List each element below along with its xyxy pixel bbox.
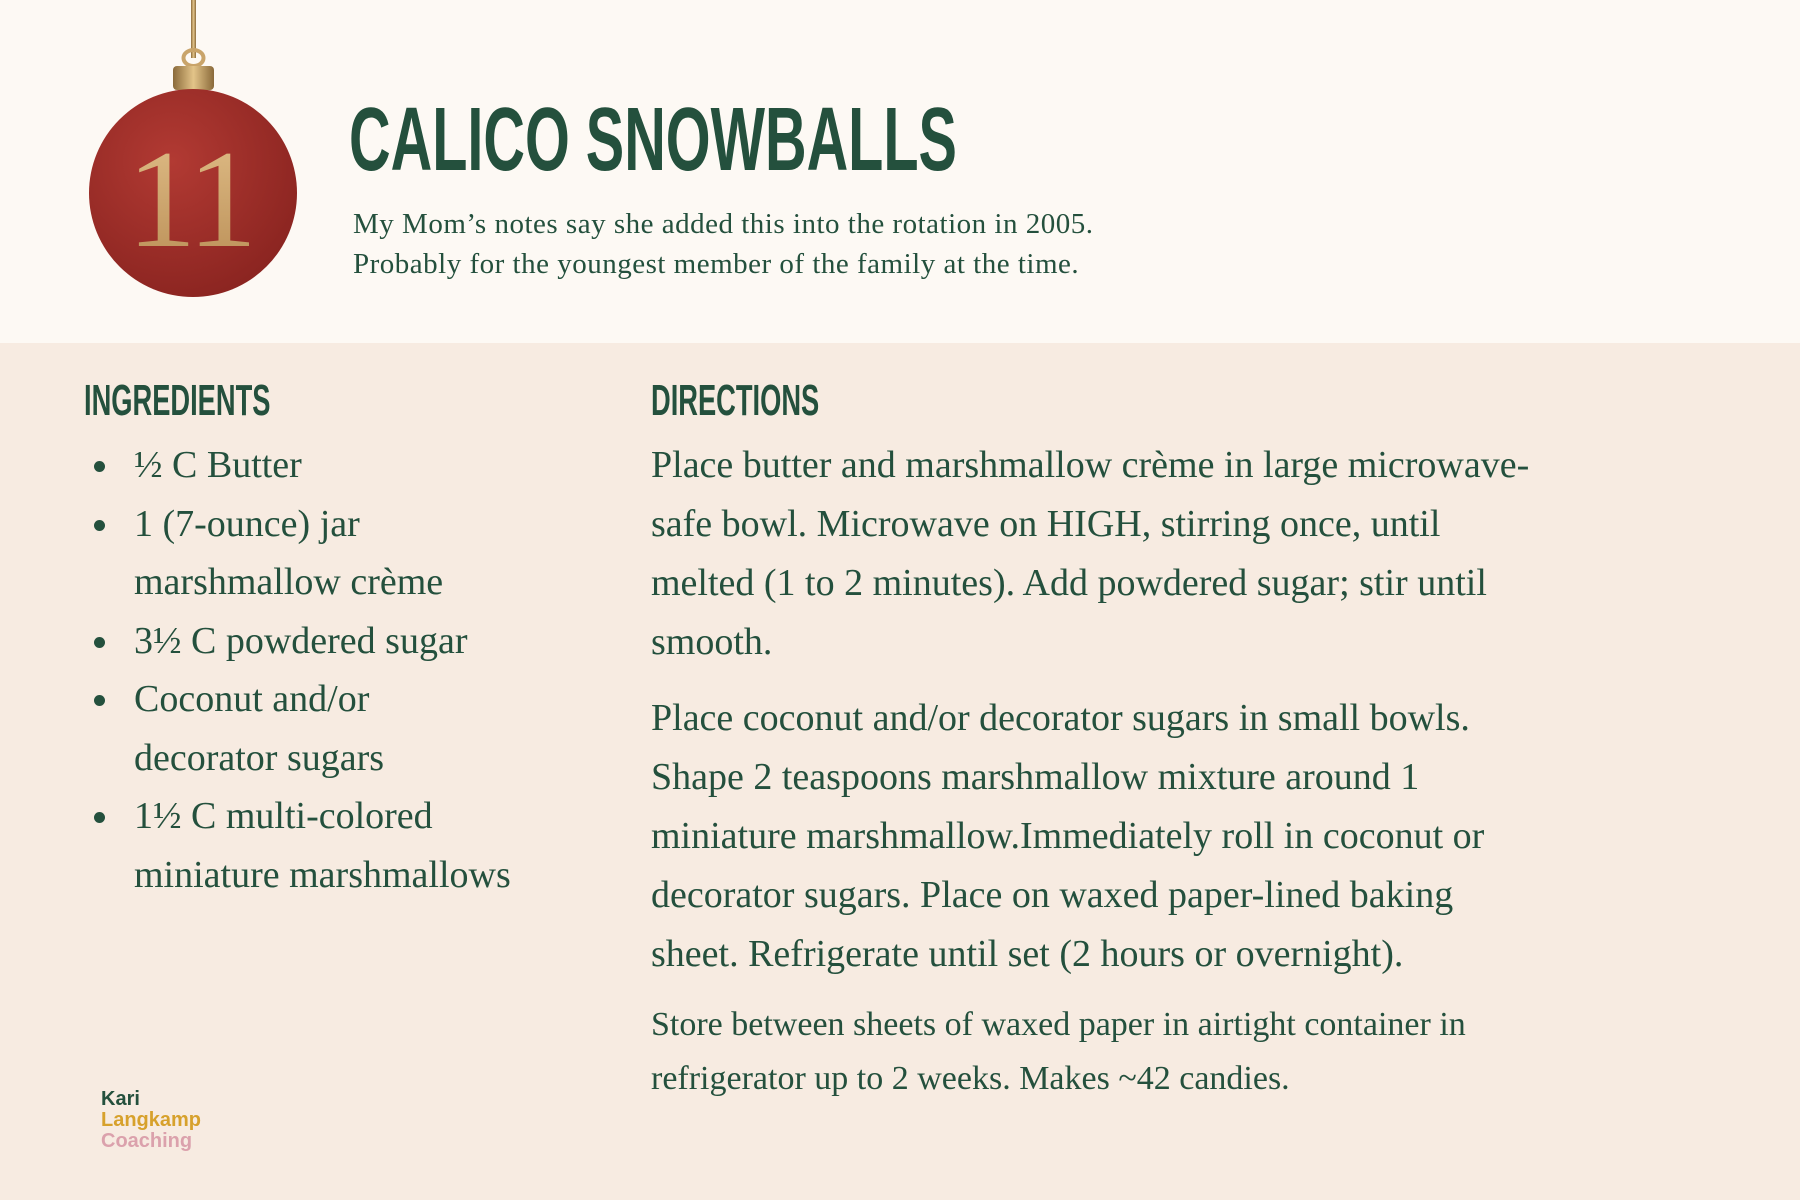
bullet-icon [94, 461, 105, 472]
storage-note [651, 998, 1671, 1106]
ingredient-text: 1½ C multi-colored [134, 795, 433, 837]
intro-line: Probably for the youngest member of the family at the time. [353, 248, 1080, 280]
logo-line-3: Coaching [101, 1130, 193, 1152]
ingredient-item [84, 787, 604, 904]
brand-logo [101, 1089, 201, 1152]
direction-line: miniature marshmallow.Immediately roll in coconut or [651, 815, 1485, 857]
direction-line: decorator sugars. Place on waxed paper-lined baking [651, 874, 1454, 916]
bullet-icon [94, 637, 105, 648]
ornament-number: 11 [126, 122, 254, 277]
direction-step-1 [651, 436, 1671, 672]
ingredient-text: miniature marshmallows [134, 853, 511, 896]
ingredient-item [84, 670, 604, 787]
ingredients-list [84, 436, 604, 904]
header-band [0, 0, 1800, 343]
ingredient-text: marshmallow crème [134, 561, 444, 603]
logo-line-2: Langkamp [101, 1109, 202, 1131]
ingredient-text: 1 (7-ounce) jar [134, 502, 360, 545]
page-title: CALICO SNOWBALLS [349, 90, 957, 190]
directions-body [651, 436, 1671, 1106]
bullet-icon [94, 812, 105, 823]
intro-text [353, 204, 1093, 284]
ingredient-text: Coconut and/or [134, 678, 370, 720]
direction-line: smooth. [651, 621, 773, 663]
ingredient-item [84, 495, 604, 612]
note-line: Store between sheets of waxed paper in airtight container in [651, 1006, 1466, 1043]
bullet-icon [94, 520, 105, 531]
ingredient-item [84, 612, 604, 671]
direction-line: melted (1 to 2 minutes). Add powdered sugar; stir until [651, 562, 1487, 604]
note-line: refrigerator up to 2 weeks. Makes ~42 candies. [651, 1060, 1290, 1097]
ornament-icon [0, 0, 320, 320]
ingredient-item [84, 436, 604, 495]
ornament-cap [173, 66, 214, 90]
direction-step-2 [651, 689, 1671, 984]
directions-heading: DIRECTIONS [651, 376, 820, 425]
bullet-icon [94, 695, 105, 706]
ingredient-text: decorator sugars [134, 736, 385, 779]
ingredient-text: 3½ C powdered sugar [134, 619, 468, 662]
intro-line: My Mom’s notes say she added this into the rotation in 2005. [353, 208, 1094, 240]
direction-line: Shape 2 teaspoons marshmallow mixture around 1 [651, 756, 1420, 798]
direction-line: sheet. Refrigerate until set (2 hours or overnight). [651, 933, 1404, 975]
direction-line: Place coconut and/or decorator sugars in small bowls. [651, 697, 1470, 739]
ingredients-heading: INGREDIENTS [84, 376, 271, 425]
direction-line: safe bowl. Microwave on HIGH, stirring once, until [651, 503, 1441, 545]
direction-line: Place butter and marshmallow crème in large microwave- [651, 444, 1530, 486]
logo-line-1: Kari [101, 1088, 140, 1110]
ingredient-text: ½ C Butter [134, 444, 302, 486]
